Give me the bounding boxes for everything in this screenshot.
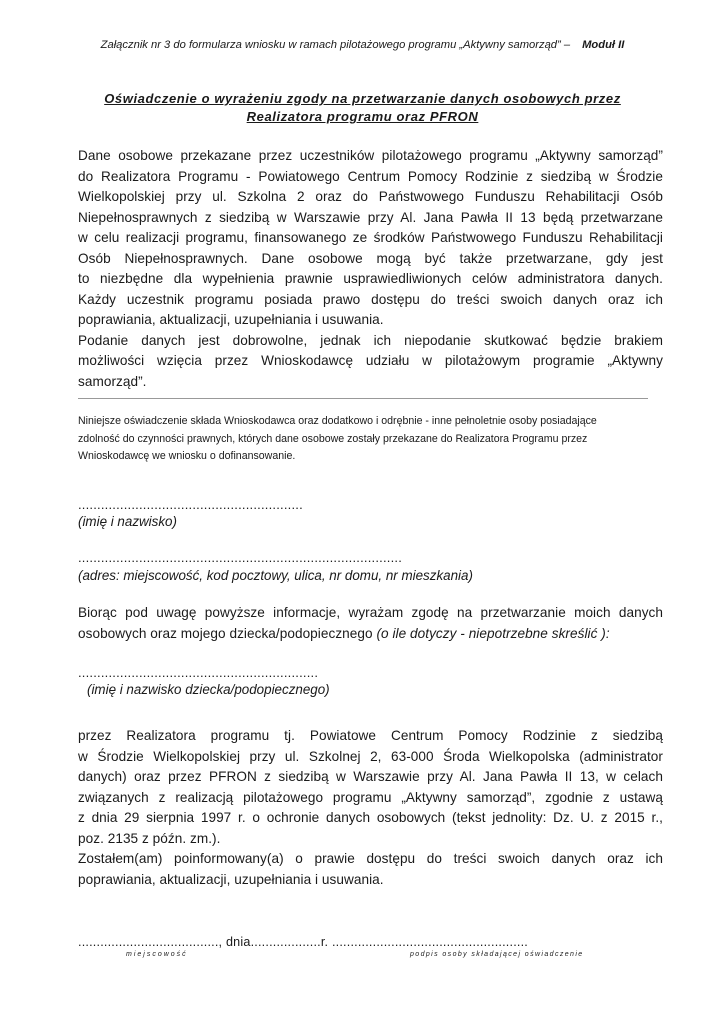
intro-line: to niezbędne dla wypełnienia prawnie usprawiedliwionych celów administratora danych. xyxy=(78,271,663,286)
intro-line: samorząd”. xyxy=(78,373,147,389)
consent-line-2 xyxy=(78,624,663,645)
signature-line[interactable]: ......................................, dnia...................r. ..................................................... xyxy=(78,935,528,949)
address-field-caption: (adres: miejscowość, kod pocztowy, ulica, nr domu, nr mieszkania) xyxy=(78,568,473,583)
purpose-line: Zostałem(am) poinformowany(a) o prawie dostępu do treści swoich danych oraz ich xyxy=(78,851,663,866)
note-line: Niniejsze oświadczenie składa Wnioskodawca oraz dodatkowo i odrębnie - inne pełnoletnie osoby posiadające xyxy=(78,415,597,427)
signature-caption: podpis osoby składającej oświadczenie xyxy=(410,951,584,958)
consent-line-2-text: osobowych oraz mojego dziecka/podopiecznego xyxy=(78,625,373,641)
declarant-note xyxy=(78,413,668,466)
intro-line: Każdy uczestnik programu posiada prawo dostępu do treści swoich danych oraz ich xyxy=(78,291,663,307)
intro-line: Wielkopolskiej przy ul. Szkolna 2 oraz do Państwowego Funduszu Rehabilitacji Osób xyxy=(78,189,663,204)
intro-paragraph xyxy=(78,146,663,392)
child-name-field-line[interactable]: ............................................................... xyxy=(78,665,319,680)
intro-line: poprawiania, aktualizacji, uzupełniania i usuwania. xyxy=(78,312,384,327)
consent-line-1: Biorąc pod uwagę powyższe informacje, wyrażam zgodę na przetwarzanie moich danych xyxy=(78,605,663,620)
name-field-line[interactable]: ........................................................... xyxy=(78,497,303,512)
child-name-field-caption: (imię i nazwisko dziecka/podopiecznego) xyxy=(87,682,330,697)
purpose-line: poprawiania, aktualizacji, uzupełniania i usuwania. xyxy=(78,871,384,887)
intro-line: Niepełnosprawnych z siedzibą w Warszawie przy Al. Jana Pawła II 13 będą przetwarzane xyxy=(78,209,663,225)
header-text: Załącznik nr 3 do formularza wniosku w ramach pilotażowego programu „Aktywny samorząd” – xyxy=(100,39,571,51)
purpose-line: w Środzie Wielkopolskiej przy ul. Szkolnej 2, 63-000 Środa Wielkopolska (administrator xyxy=(78,748,663,764)
intro-line: Dane osobowe przekazane przez uczestników pilotażowego programu „Aktywny samorząd” xyxy=(78,148,663,163)
intro-line: do Realizatora Programu - Powiatowego Centrum Pomocy Rodzinie z siedzibą w Środzie xyxy=(78,168,663,184)
divider xyxy=(78,398,648,399)
place-caption: miejscowość xyxy=(126,951,188,958)
purpose-line: poz. 2135 z późn. zm.). xyxy=(78,830,221,846)
purpose-paragraph xyxy=(78,726,663,890)
intro-line: Podanie danych jest dobrowolne, jednak ich niepodanie skutkować będzie brakiem xyxy=(78,332,663,348)
intro-line: w celu realizacji programu, finansowanego ze środków Państwowego Funduszu Rehabilitacji xyxy=(78,230,663,245)
purpose-line: przez Realizatora programu tj. Powiatowe Centrum Pomocy Rodzinie z siedzibą xyxy=(78,728,663,743)
note-line: zdolność do czynności prawnych, których dane osobowe zostały przekazane do Realizatora Programu przez xyxy=(78,432,588,445)
document-title xyxy=(60,90,665,126)
module-label: Moduł II xyxy=(582,39,625,51)
consent-optional-note: (o ile dotyczy - niepotrzebne skreślić ): xyxy=(376,625,610,641)
consent-paragraph xyxy=(78,603,663,644)
purpose-line: związanych z realizacją pilotażowego programu „Aktywny samorząd”, zgodnie z ustawą xyxy=(78,789,663,805)
intro-line: możliwości wzięcia przez Wnioskodawcę udziału w pilotażowym programie „Aktywny xyxy=(78,353,663,368)
attachment-header xyxy=(0,39,725,51)
title-line-1: Oświadczenie o wyrażeniu zgody na przetwarzanie danych osobowych przez xyxy=(104,91,621,106)
purpose-line: danych) oraz przez PFRON z siedzibą w Warszawie przy Al. Jana Pawła II 13, w celach xyxy=(78,769,663,784)
title-line-2: Realizatora programu oraz PFRON xyxy=(246,109,479,124)
name-field-caption: (imię i nazwisko) xyxy=(78,514,177,529)
address-field-line[interactable]: ..................................................................................... xyxy=(78,550,403,565)
purpose-line: z dnia 29 sierpnia 1997 r. o ochronie danych osobowych (tekst jednolity: Dz. U. z 2015 r., xyxy=(78,810,663,825)
intro-line: Osób Niepełnosprawnych. Dane osobowe mogą być także przetwarzane, gdy jest xyxy=(78,250,663,266)
note-line: Wnioskodawcę we wniosku o dofinansowanie. xyxy=(78,450,296,462)
